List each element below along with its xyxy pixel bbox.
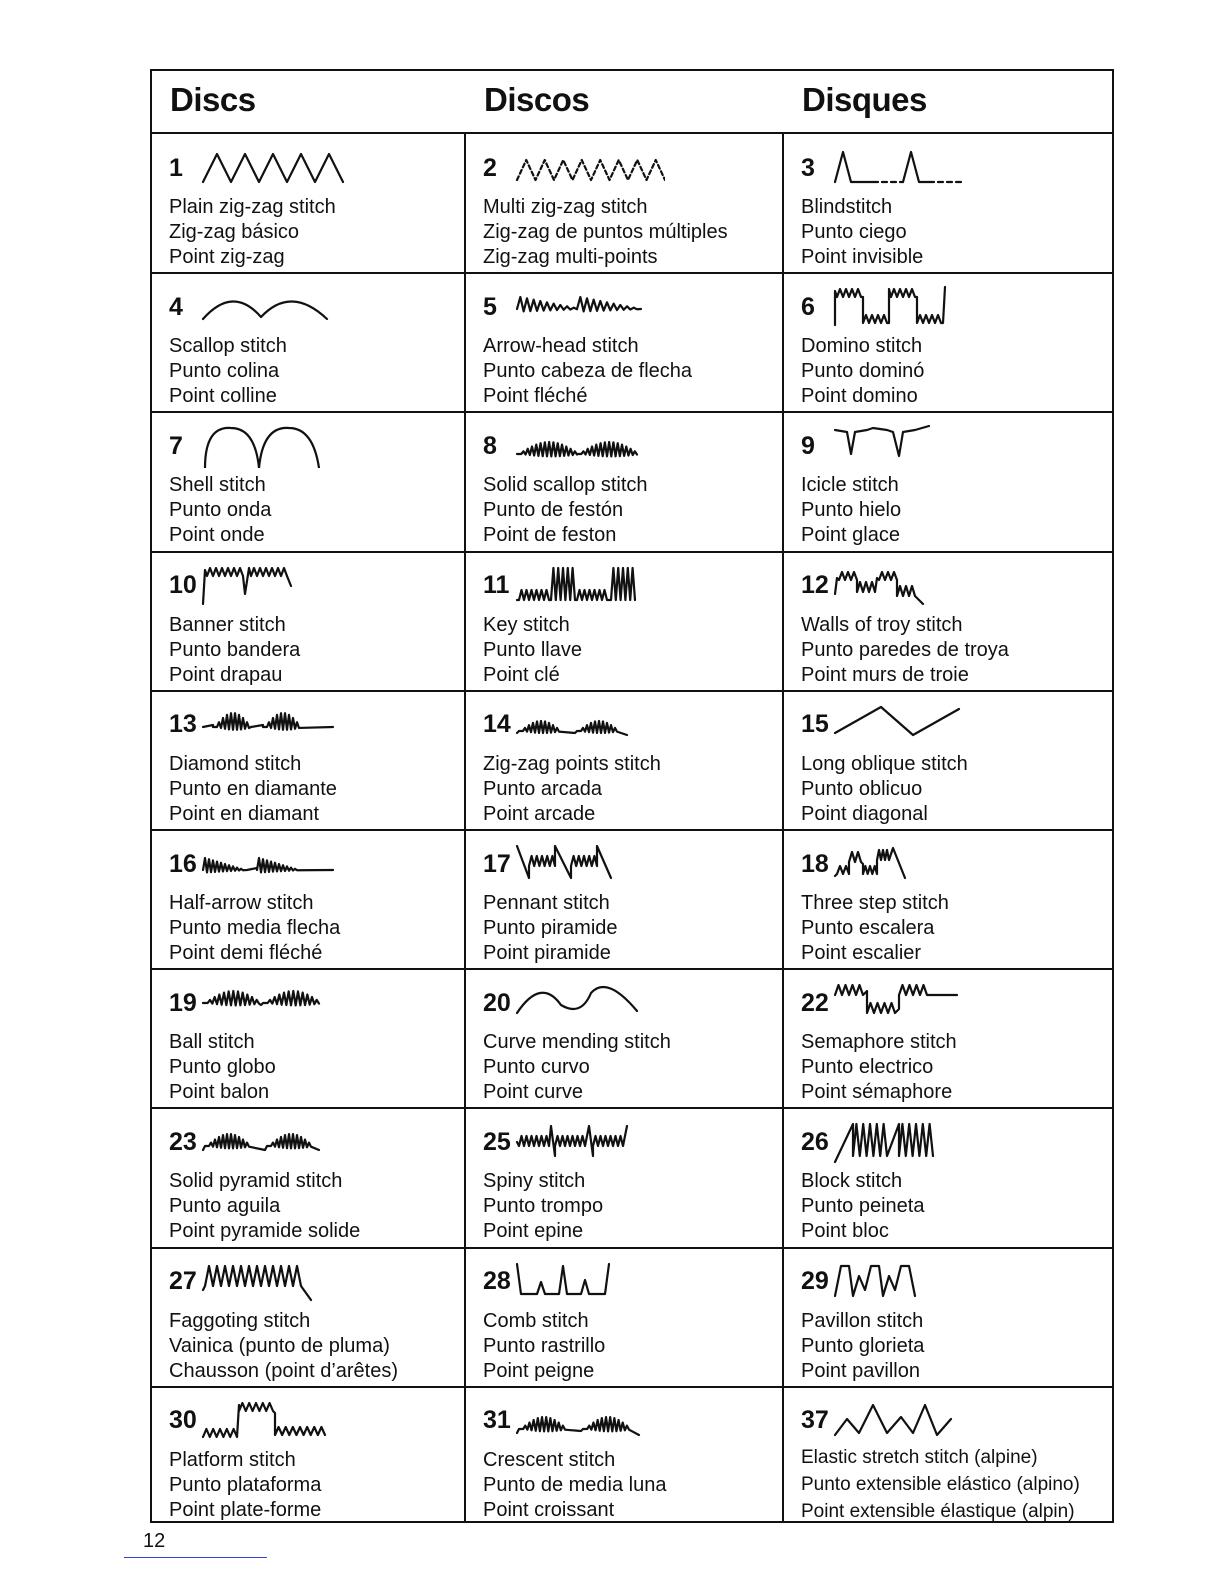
stitch-number: 4: [169, 292, 183, 321]
stitch-name-spanish: Punto llave: [483, 638, 582, 661]
stitch-name-french: Point diagonal: [801, 802, 928, 825]
solid-scallop-icon: [515, 424, 665, 468]
stitch-cell: [152, 133, 464, 272]
stitch-number: 11: [483, 571, 510, 600]
stitch-cell: [784, 551, 1114, 690]
stitch-number: 37: [801, 1406, 829, 1435]
stitch-name-english: Domino stitch: [801, 335, 923, 358]
stitch-name-french: Point arcade: [483, 802, 596, 825]
header-disques: Disques: [802, 81, 927, 118]
stitch-number: 12: [801, 571, 829, 600]
stitch-name-french: Point pavillon: [801, 1359, 920, 1382]
stitch-number: 9: [801, 431, 815, 460]
stitch-number: 7: [169, 431, 183, 460]
faggoting-icon: [201, 1260, 351, 1304]
stitch-cell: [784, 968, 1114, 1107]
stitch-name-french: Point bloc: [801, 1220, 889, 1243]
long-oblique-icon: [833, 703, 983, 747]
stitch-number: 3: [801, 153, 815, 182]
stitch-cell: [784, 1107, 1114, 1246]
stitch-number: 26: [801, 1127, 829, 1156]
stitch-name-french: Point extensible élastique (alpin): [801, 1500, 1075, 1522]
stitch-name-spanish: Punto plataforma: [169, 1473, 322, 1496]
stitch-number: 22: [801, 988, 829, 1017]
block-icon: [833, 1120, 983, 1164]
stitch-name-spanish: Punto trompo: [483, 1195, 604, 1218]
stitch-cell: [152, 1247, 464, 1386]
stitch-cell: [466, 1247, 782, 1386]
stitch-number: 31: [483, 1406, 511, 1435]
elastic-stretch-icon: [833, 1399, 983, 1443]
half-arrow-icon: [201, 842, 351, 886]
stitch-cell: [466, 690, 782, 829]
stitch-name-spanish: Punto arcada: [483, 777, 602, 800]
stitch-name-spanish: Punto extensible elástico (alpino): [801, 1473, 1080, 1495]
stitch-name-english: Banner stitch: [169, 613, 286, 636]
stitch-name-french: Point glace: [801, 524, 900, 547]
stitch-cell: [152, 829, 464, 968]
stitch-name-english: Multi zig-zag stitch: [483, 196, 648, 218]
stitch-name-english: Key stitch: [483, 613, 570, 636]
stitch-number: 8: [483, 431, 497, 460]
stitch-name-french: Point pyramide solide: [169, 1220, 361, 1243]
stitch-cell: [152, 968, 464, 1107]
comb-icon: [515, 1260, 665, 1304]
stitch-name-french: Point zig-zag: [169, 246, 285, 268]
stitch-name-spanish: Punto oblicuo: [801, 777, 923, 800]
stitch-name-spanish: Punto escalera: [801, 917, 935, 939]
stitch-cell: [466, 1386, 782, 1525]
stitch-name-spanish: Zig-zag básico: [169, 221, 300, 243]
stitch-number: 1: [169, 153, 183, 182]
stitch-name-french: Chausson (point d’arêtes): [169, 1359, 399, 1382]
stitch-number: 19: [169, 988, 197, 1017]
three-step-icon: [833, 842, 983, 886]
stitch-cell: [466, 133, 782, 272]
stitch-cell: [152, 272, 464, 411]
stitch-name-spanish: Punto globo: [169, 1056, 276, 1079]
stitch-name-french: Zig-zag multi-points: [483, 246, 658, 268]
stitch-cell: [466, 272, 782, 411]
scallop-icon: [201, 285, 351, 329]
stitch-cell: [784, 411, 1114, 550]
stitch-name-spanish: Vainica (punto de pluma): [169, 1334, 390, 1357]
stitch-name-spanish: Punto dominó: [801, 360, 925, 383]
stitch-name-french: Point curve: [483, 1081, 584, 1104]
stitch-name-spanish: Punto colina: [169, 360, 280, 383]
domino-icon: [833, 285, 983, 329]
stitch-number: 16: [169, 849, 197, 878]
stitch-cell: [152, 690, 464, 829]
stitch-name-english: Pavillon stitch: [801, 1309, 924, 1332]
header-discos: Discos: [484, 81, 590, 118]
stitch-name-english: Comb stitch: [483, 1309, 589, 1332]
stitch-name-spanish: Punto ciego: [801, 221, 907, 243]
stitch-name-spanish: Punto bandera: [169, 638, 301, 661]
stitch-number: 29: [801, 1267, 829, 1296]
stitch-name-french: Point en diamant: [169, 802, 320, 825]
stitch-name-english: Semaphore stitch: [801, 1031, 957, 1054]
stitch-cell: [784, 272, 1114, 411]
stitch-name-french: Point escalier: [801, 942, 922, 964]
stitch-cell: [152, 1107, 464, 1246]
stitch-number: 20: [483, 988, 511, 1017]
stitch-name-english: Plain zig-zag stitch: [169, 196, 336, 218]
stitch-name-english: Curve mending stitch: [483, 1031, 671, 1054]
stitch-name-english: Diamond stitch: [169, 752, 302, 775]
stitch-name-spanish: Punto onda: [169, 499, 272, 522]
stitch-number: 15: [801, 710, 829, 739]
stitch-name-spanish: Punto glorieta: [801, 1334, 925, 1357]
stitch-number: 27: [169, 1267, 197, 1296]
walls-of-troy-icon: [833, 564, 983, 608]
stitch-name-spanish: Punto aguila: [169, 1195, 281, 1218]
stitch-cell: [784, 133, 1114, 272]
stitch-name-french: Point murs de troie: [801, 663, 969, 686]
stitch-number: 10: [169, 571, 197, 600]
stitch-number: 23: [169, 1127, 197, 1156]
stitch-name-english: Ball stitch: [169, 1031, 255, 1054]
platform-icon: [201, 1399, 351, 1443]
stitch-number: 2: [483, 153, 497, 182]
stitch-name-french: Point drapau: [169, 663, 283, 686]
stitch-name-french: Point colline: [169, 385, 277, 408]
stitch-name-french: Point de feston: [483, 524, 617, 547]
stitch-number: 18: [801, 849, 829, 878]
icicle-icon: [833, 424, 983, 468]
header-discs: Discs: [170, 81, 256, 118]
stitch-name-english: Block stitch: [801, 1170, 903, 1193]
stitch-name-french: Point fléché: [483, 385, 588, 408]
diamond-icon: [201, 703, 351, 747]
stitch-name-english: Crescent stitch: [483, 1448, 616, 1471]
stitch-number: 25: [483, 1127, 511, 1156]
stitch-name-spanish: Punto media flecha: [169, 917, 341, 939]
stitch-name-spanish: Punto de festón: [483, 499, 624, 522]
stitch-name-spanish: Zig-zag de puntos múltiples: [483, 221, 728, 243]
stitch-cell: [784, 829, 1114, 968]
curve-mending-icon: [515, 981, 665, 1025]
solid-pyramid-icon: [201, 1120, 351, 1164]
stitch-name-french: Point demi fléché: [169, 942, 323, 964]
stitch-name-french: Point plate-forme: [169, 1498, 322, 1521]
stitch-name-spanish: Punto paredes de troya: [801, 638, 1009, 661]
pavillon-icon: [833, 1260, 983, 1304]
stitch-name-spanish: Punto rastrillo: [483, 1334, 606, 1357]
stitch-number: 5: [483, 292, 497, 321]
stitch-cell: [466, 968, 782, 1107]
stitch-number: 13: [169, 710, 197, 739]
stitch-cell: [466, 411, 782, 550]
stitch-name-english: Walls of troy stitch: [801, 613, 963, 636]
stitch-cell: [784, 690, 1114, 829]
multi-zigzag-icon: [515, 146, 665, 190]
stitch-name-french: Point clé: [483, 663, 560, 686]
blindstitch-icon: [833, 146, 983, 190]
key-icon: [515, 564, 665, 608]
stitch-name-english: Pennant stitch: [483, 892, 610, 914]
stitch-name-english: Blindstitch: [801, 196, 893, 218]
stitch-name-french: Point piramide: [483, 942, 611, 964]
banner-icon: [201, 564, 351, 608]
stitch-name-english: Scallop stitch: [169, 335, 287, 358]
stitch-name-spanish: Punto piramide: [483, 917, 618, 939]
stitch-number: 6: [801, 292, 815, 321]
stitch-name-english: Icicle stitch: [801, 474, 899, 497]
semaphore-icon: [833, 981, 983, 1025]
stitch-number: 28: [483, 1267, 511, 1296]
stitch-cell: [466, 829, 782, 968]
stitch-name-english: Half-arrow stitch: [169, 892, 314, 914]
stitch-name-french: Point croissant: [483, 1498, 615, 1521]
zigzag-points-icon: [515, 703, 665, 747]
stitch-name-english: Zig-zag points stitch: [483, 752, 661, 775]
stitch-table: [150, 69, 1114, 1523]
stitch-name-spanish: Punto de media luna: [483, 1473, 667, 1496]
stitch-name-english: Platform stitch: [169, 1448, 296, 1471]
ball-icon: [201, 981, 351, 1025]
stitch-name-french: Point peigne: [483, 1359, 595, 1382]
stitch-name-french: Point invisible: [801, 246, 924, 268]
stitch-name-english: Three step stitch: [801, 892, 949, 914]
stitch-name-english: Spiny stitch: [483, 1170, 586, 1193]
stitch-name-english: Long oblique stitch: [801, 752, 968, 775]
stitch-number: 30: [169, 1406, 197, 1435]
stitch-name-spanish: Punto en diamante: [169, 777, 337, 800]
stitch-number: 14: [483, 710, 511, 739]
stitch-name-french: Point epine: [483, 1220, 584, 1243]
page-number: 12: [143, 1530, 166, 1552]
crescent-icon: [515, 1399, 665, 1443]
stitch-name-english: Elastic stretch stitch (alpine): [801, 1446, 1038, 1468]
stitch-cell: [784, 1247, 1114, 1386]
stitch-name-english: Faggoting stitch: [169, 1309, 311, 1332]
arrow-head-icon: [515, 285, 665, 329]
spiny-icon: [515, 1120, 665, 1164]
stitch-name-english: Shell stitch: [169, 474, 266, 497]
plain-zigzag-icon: [201, 146, 351, 190]
stitch-name-french: Point onde: [169, 524, 265, 547]
stitch-cell: [466, 551, 782, 690]
stitch-name-spanish: Punto curvo: [483, 1056, 590, 1079]
stitch-name-spanish: Punto hielo: [801, 499, 902, 522]
stitch-number: 17: [483, 849, 511, 878]
stitch-name-english: Solid scallop stitch: [483, 474, 648, 497]
stitch-cell: [466, 1107, 782, 1246]
pennant-icon: [515, 842, 665, 886]
stitch-cell: [152, 411, 464, 550]
stitch-name-spanish: Punto peineta: [801, 1195, 925, 1218]
stitch-name-french: Point sémaphore: [801, 1081, 953, 1104]
stitch-name-english: Arrow-head stitch: [483, 335, 639, 358]
stitch-name-french: Point domino: [801, 385, 918, 408]
stitch-name-spanish: Punto electrico: [801, 1056, 934, 1079]
footer-rule: [124, 1557, 267, 1558]
stitch-cell: [152, 1386, 464, 1525]
stitch-name-english: Solid pyramid stitch: [169, 1170, 343, 1193]
stitch-cell: [152, 551, 464, 690]
stitch-name-spanish: Punto cabeza de flecha: [483, 360, 693, 383]
stitch-name-french: Point balon: [169, 1081, 270, 1104]
shell-icon: [201, 424, 351, 468]
stitch-cell: [784, 1386, 1114, 1525]
